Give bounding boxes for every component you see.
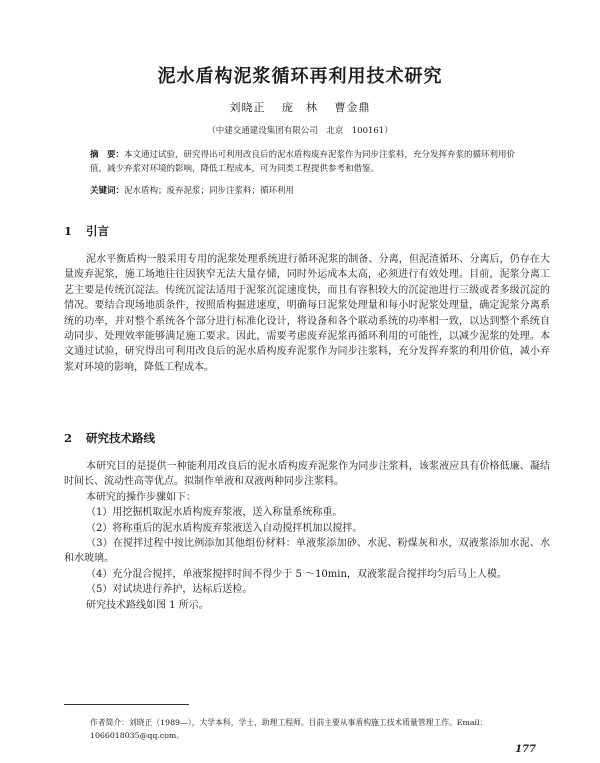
body-paragraph: 泥水平衡盾构一般采用专用的泥浆处理系统进行循环泥浆的制备、分离，但泥渣循环、分离后，仍存在大量废弃泥浆，施工场地往往因狭窄无法大量存储，同时外运成本太高，必须进行有效处理。目前，泥浆分离工艺主要是传统沉淀法。传统沉淀法适用于泥浆沉淀速度快，而且有容积较大的沉淀池进行三级或者多级沉淀的情况。要结合现场地质条件，按照盾构掘进速度，明确每日泥浆处理量和每小时泥浆处理量，确定泥浆分离系统的功率，并对整个系统各个部分进行标准化设计，将设备和各个联动系统的功率相一致，以达到整个系统自动同步、处理效率能够满足施工要求。因此，需要考虑废弃泥浆再循环利用的可能性，以减少泥浆的处理。本文通过试验，研究得出可利用改良后的泥水盾构废弃泥浆作为同步注浆料，充分发挥弃浆的利用价值，减小弃浆对环境的影响，降低工程成本。	[64, 254, 550, 373]
footnote-divider	[64, 704, 189, 705]
keywords	[90, 184, 530, 196]
affiliation: （中建交通建设集团有限公司 北京 100161）	[207, 126, 393, 136]
step-item: （5）对试块进行养护，达标后送检。	[86, 584, 253, 596]
author-name: 刘晓正	[229, 101, 266, 114]
keywords-label: 关键词：	[90, 186, 125, 196]
step-item: （3）在搅拌过程中按比例添加其他组份材料：单液浆添加砂、水泥、粉煤灰和水，双液浆添加水泥、水和水玻璃。	[64, 538, 550, 565]
abstract-label: 摘 要：	[90, 150, 125, 160]
author-footnote	[90, 716, 550, 742]
section-heading-intro	[64, 223, 109, 239]
author-name: 曹金鼎	[334, 101, 371, 114]
abstract-text: 本文通过试验，研究得出可利用改良后的泥水盾构废弃泥浆作为同步注浆料，充分发挥弃浆的循环利用价值，减少弃浆对环境的影响，降低工程成本，可为同类工程提供参考和借鉴。	[90, 150, 516, 174]
section-number: 1	[64, 224, 73, 238]
section-body-intro	[64, 252, 550, 375]
keywords-text: 泥水盾构；废弃泥浆；同步注浆料；循环利用	[124, 186, 295, 196]
footnote-label: 作者简介：	[90, 718, 129, 727]
body-paragraph: 本研究目的是提供一种能利用改良后的泥水盾构废弃泥浆作为同步注浆料，该浆液应具有价格低廉、凝结时间长、流动性高等优点。拟制作单液和双液两种同步注浆料。	[64, 461, 550, 488]
step-item: （2）将称重后的泥水盾构废弃浆液送入自动搅拌机加以搅拌。	[86, 522, 363, 534]
page-number: 177	[515, 744, 536, 755]
section-heading-route	[64, 430, 155, 446]
abstract	[90, 148, 530, 176]
section-number: 2	[64, 431, 73, 445]
body-paragraph: 研究技术路线如图 1 所示。	[86, 599, 209, 611]
author-list	[0, 99, 600, 115]
section-title: 研究技术路线	[86, 431, 155, 445]
step-item: （1）用挖掘机取泥水盾构废弃浆液，送入称量系统称重。	[86, 507, 343, 519]
paper-title: 泥水盾构泥浆循环再利用技术研究	[157, 66, 443, 87]
step-item: （4）充分混合搅拌，单液浆搅拌时间不得少于 5 ～10min，双液浆混合搅拌均匀后马上人模。	[86, 568, 507, 580]
section-body-route	[64, 459, 550, 613]
author-name: 庞 林	[282, 101, 318, 114]
body-paragraph: 本研究的操作步骤如下：	[86, 491, 196, 503]
footnote-text: 刘晓正（1989—），大学本科，学士，助理工程师。目前主要从事盾构施工技术质量管理工作。Email：1066018035@qq.com。	[90, 718, 488, 740]
section-title: 引言	[86, 224, 109, 238]
